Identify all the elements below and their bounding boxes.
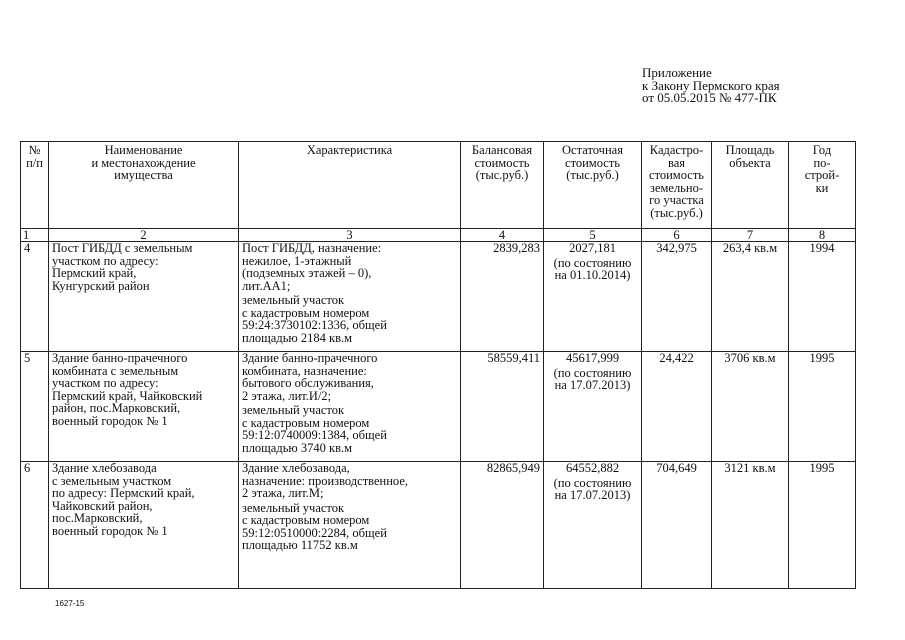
header-label-line: объекта xyxy=(729,155,771,170)
header-label-line: Площадь xyxy=(725,143,775,157)
header-label-line: вая xyxy=(667,155,686,170)
table-row xyxy=(21,242,856,352)
header-label-line: го участка xyxy=(649,193,704,207)
appendix-note xyxy=(642,67,780,105)
header-label-line: и местонахождение xyxy=(91,155,196,170)
text-line: земельный участок xyxy=(242,293,345,307)
column-number: 5 xyxy=(544,229,642,242)
text-line: земельный участок xyxy=(242,403,345,417)
header-label-line: строй- xyxy=(804,168,840,182)
land-plot-description xyxy=(242,502,457,552)
residual-value-cell xyxy=(544,352,642,462)
text-line: Пост ГИБДД, назначение: xyxy=(242,241,382,255)
header-row xyxy=(21,142,856,229)
header-label-line: по- xyxy=(813,155,831,170)
header-label-line: ки xyxy=(815,180,829,195)
text-line: бытового обслуживания, xyxy=(242,376,374,390)
residual-value-note xyxy=(547,477,638,502)
header-label-line: земельно- xyxy=(650,180,703,195)
header-label-line: Балансовая xyxy=(471,143,533,157)
text-line: Кунгурский район xyxy=(52,278,150,293)
text-line: Здание банно-прачечного xyxy=(52,351,188,365)
text-line: (по состоянию xyxy=(553,255,632,270)
text-line: площадью 11752 кв.м xyxy=(242,538,358,552)
text-line: военный городок № 1 xyxy=(52,523,168,538)
header-label-line: Год xyxy=(812,143,832,157)
header-characteristic xyxy=(239,142,461,229)
header-label-line: № xyxy=(28,143,41,157)
balance-value: 82865,949 xyxy=(461,462,544,589)
cadastral-value: 704,649 xyxy=(642,462,712,589)
property-name xyxy=(49,352,239,462)
text-line: лит.АА1; xyxy=(242,278,291,293)
header-label-line: Наименование xyxy=(104,143,183,157)
header-label-line: имущества xyxy=(114,168,173,182)
header-cadastral-value xyxy=(642,142,712,229)
text-line: 59:12:0740009:1384, общей xyxy=(242,428,387,442)
header-label-line: стоимость xyxy=(474,155,530,170)
text-line: (по состоянию xyxy=(553,475,632,490)
header-label-line: (тыс.руб.) xyxy=(650,205,703,220)
cadastral-value: 24,422 xyxy=(642,352,712,462)
table-row xyxy=(21,462,856,589)
text-line: (по состоянию xyxy=(553,365,632,380)
construction-year: 1995 xyxy=(789,462,856,589)
row-number: 5 xyxy=(21,352,49,462)
text-line: площадью 2184 кв.м xyxy=(242,330,353,345)
header-label-line: Остаточная xyxy=(562,143,623,157)
text-line: с кадастровым номером xyxy=(242,513,370,527)
property-characteristic xyxy=(239,352,461,462)
property-name xyxy=(49,462,239,589)
text-line: на 01.10.2014) xyxy=(554,268,631,282)
column-numbers-row xyxy=(21,229,856,242)
column-number: 1 xyxy=(21,229,49,242)
header-area xyxy=(712,142,789,229)
property-characteristic xyxy=(239,242,461,352)
column-number: 7 xyxy=(712,229,789,242)
column-number: 4 xyxy=(461,229,544,242)
text-line: площадью 3740 кв.м xyxy=(242,440,353,455)
text-line: Пермский край, xyxy=(52,266,137,280)
land-plot-description xyxy=(242,294,457,344)
text-line: военный городок № 1 xyxy=(52,413,168,428)
header-label-line: (тыс.руб.) xyxy=(475,168,529,182)
text-line: Здание хлебозавода, xyxy=(242,461,350,475)
text-line: район, пос.Марковский, xyxy=(52,401,181,415)
document-code: 1627-15 xyxy=(55,599,85,608)
column-number: 6 xyxy=(642,229,712,242)
text-line: 59:24:3730102:1336, общей xyxy=(242,318,387,332)
residual-value-note xyxy=(547,367,638,392)
row-number: 6 xyxy=(21,462,49,589)
appendix-line-3: от 05.05.2015 № 477-ПК xyxy=(642,90,777,105)
construction-year: 1995 xyxy=(789,352,856,462)
table-row xyxy=(21,352,856,462)
text-line: Пост ГИБДД с земельным xyxy=(52,241,193,255)
text-line: Чайковский район, xyxy=(52,498,153,513)
text-line: с кадастровым номером xyxy=(242,415,370,430)
header-residual-value xyxy=(544,142,642,229)
column-number: 2 xyxy=(49,229,239,242)
text-line: (подземных этажей – 0), xyxy=(242,266,372,280)
property-name xyxy=(49,242,239,352)
header-label-line: Кадастро- xyxy=(649,143,704,157)
building-description xyxy=(242,352,457,402)
appendix-line-2: к Закону Пермского края xyxy=(642,77,780,93)
text-line: комбината, назначение: xyxy=(242,363,367,378)
text-line: комбината с земельным xyxy=(52,363,179,378)
header-name xyxy=(49,142,239,229)
property-characteristic xyxy=(239,462,461,589)
column-number: 8 xyxy=(789,229,856,242)
residual-value: 45617,999 xyxy=(565,351,620,365)
text-line: 2 этажа, лит.И/2; xyxy=(242,388,332,403)
object-area: 3121 кв.м xyxy=(712,462,789,589)
text-line: Здание банно-прачечного xyxy=(242,351,378,365)
text-line: нежилое, 1-этажный xyxy=(242,253,352,268)
object-area: 263,4 кв.м xyxy=(712,242,789,352)
residual-value-cell xyxy=(544,242,642,352)
balance-value: 2839,283 xyxy=(461,242,544,352)
header-year xyxy=(789,142,856,229)
object-area: 3706 кв.м xyxy=(712,352,789,462)
building-description xyxy=(242,242,457,292)
header-label-line: (тыс.руб.) xyxy=(566,168,619,182)
text-line: по адресу: Пермский край, xyxy=(52,486,195,500)
building-description xyxy=(242,462,457,500)
header-label-line: Характеристика xyxy=(306,143,393,157)
text-line: 2 этажа, лит.М; xyxy=(242,486,324,500)
header-balance-value xyxy=(461,142,544,229)
text-line: Здание хлебозавода xyxy=(52,461,157,475)
text-line: земельный участок xyxy=(242,500,345,515)
header-label-line: стоимость xyxy=(649,168,704,182)
text-line: с земельным участком xyxy=(52,473,172,488)
residual-value-note xyxy=(547,257,638,282)
residual-value-cell xyxy=(544,462,642,589)
header-label-line: стоимость xyxy=(565,155,620,170)
text-line: на 17.07.2013) xyxy=(554,378,631,392)
text-line: участком по адресу: xyxy=(52,253,159,268)
text-line: 59:12:0510000:2284, общей xyxy=(242,525,387,540)
text-line: на 17.07.2013) xyxy=(554,488,631,502)
residual-value: 2027,181 xyxy=(569,241,616,255)
text-line: назначение: производственное, xyxy=(242,473,408,488)
header-num xyxy=(21,142,49,229)
text-line: пос.Марковский, xyxy=(52,511,143,525)
balance-value: 58559,411 xyxy=(461,352,544,462)
header-label-line: п/п xyxy=(26,155,43,170)
residual-value: 64552,882 xyxy=(565,461,620,475)
property-table xyxy=(20,141,856,589)
text-line: Пермский край, Чайковский xyxy=(52,388,203,403)
column-number: 3 xyxy=(239,229,461,242)
appendix-line-1: Приложение xyxy=(642,65,712,80)
land-plot-description xyxy=(242,404,457,454)
text-line: участком по адресу: xyxy=(52,376,159,390)
cadastral-value: 342,975 xyxy=(642,242,712,352)
construction-year: 1994 xyxy=(789,242,856,352)
row-number: 4 xyxy=(21,242,49,352)
text-line: с кадастровым номером xyxy=(242,305,370,320)
